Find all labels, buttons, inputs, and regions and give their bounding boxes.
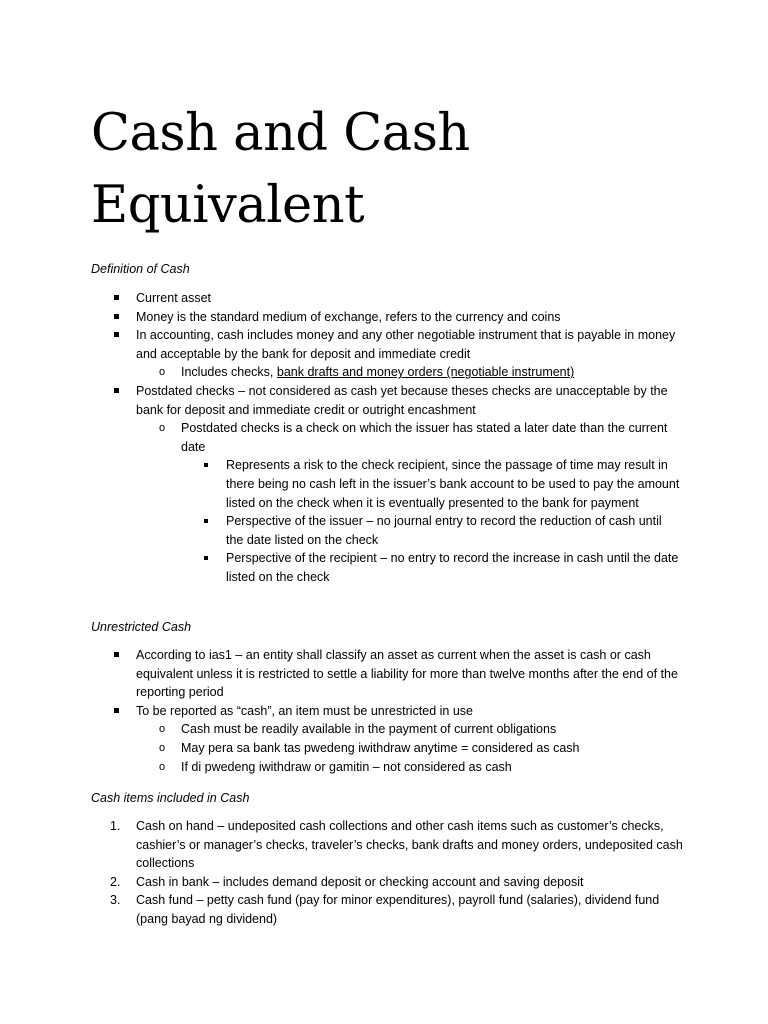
square-bullet-icon xyxy=(204,519,208,523)
underlined-phrase: bank drafts and money orders (negotiable instrument) xyxy=(276,365,575,380)
circle-bullet-icon: o xyxy=(159,422,166,435)
unrestricted-list xyxy=(136,646,684,776)
circle-bullet-icon: o xyxy=(159,366,166,379)
sub-list xyxy=(159,363,681,382)
section-heading-cash-items: Cash items included in Cash xyxy=(91,791,250,805)
list-item: In accounting, cash includes money and any other negotiable instrument that is payable in money and acceptable by the bank for deposit and immediate credit o Includes checks, bank drafts and money orders (negotiable instrument) xyxy=(136,326,684,382)
sub-sub-list-item: Represents a risk to the check recipient, since the passage of time may result in there being no cash left in the issuer’s bank account to be used to pay the amount listed on the check when it is eventually presented to the bank for payment xyxy=(226,456,681,512)
section-heading-definition: Definition of Cash xyxy=(91,262,190,276)
square-bullet-icon xyxy=(114,708,119,713)
square-bullet-icon xyxy=(114,332,119,337)
document-title xyxy=(91,98,711,242)
sub-list-item: o May pera sa bank tas pwedeng iwithdraw anytime = considered as cash xyxy=(159,740,580,755)
square-bullet-icon xyxy=(204,556,208,560)
item-number: 1. xyxy=(110,819,121,833)
sub-sub-list-item: Perspective of the issuer – no journal entry to record the reduction of cash until the date listed on the check xyxy=(226,512,681,549)
title-line-1: Cash and Cash xyxy=(91,104,470,163)
title-line-2: Equivalent xyxy=(91,176,365,235)
circle-bullet-icon: o xyxy=(159,723,166,736)
square-bullet-icon xyxy=(114,314,119,319)
list-item: According to ias1 – an entity shall classify an asset as current when the asset is cash or cash equivalent unless it is restricted to settle a liability for more than twelve months after the end of the reporting period xyxy=(136,646,684,702)
item-number: 3. xyxy=(110,893,121,908)
square-bullet-icon xyxy=(114,652,119,657)
list-item: Money is the standard medium of exchange, refers to the currency and coins xyxy=(136,308,684,327)
circle-bullet-icon: o xyxy=(159,741,166,754)
sub-list xyxy=(159,419,681,586)
square-bullet-icon xyxy=(114,295,119,300)
numbered-item: 1. Cash on hand – undeposited cash collections and other cash items such as customer’s checks, cashier’s or manager’s checks, traveler’s checks, bank drafts and money orders, undeposited cash collections xyxy=(110,819,683,871)
sub-sub-list-item: Perspective of the recipient – no entry to record the increase in cash until the date listed on the check xyxy=(226,549,681,586)
definition-list xyxy=(136,289,684,587)
cash-items-list xyxy=(110,817,684,929)
item-number: 2. xyxy=(110,874,121,889)
list-item: Current asset xyxy=(136,289,684,308)
square-bullet-icon xyxy=(204,463,208,467)
sub-sub-list xyxy=(226,456,681,586)
section-heading-unrestricted: Unrestricted Cash xyxy=(91,620,192,634)
sub-list-item: o Cash must be readily available in the payment of current obligations xyxy=(159,722,557,737)
sub-list-item: o Includes checks, bank drafts and money orders (negotiable instrument) xyxy=(159,365,575,380)
circle-bullet-icon: o xyxy=(159,760,166,773)
square-bullet-icon xyxy=(114,388,119,393)
sub-list-item: o If di pwedeng iwithdraw or gamitin – not considered as cash xyxy=(159,759,512,774)
sub-list xyxy=(159,720,681,776)
sub-list-item: o Postdated checks is a check on which the issuer has stated a later date than the current date Represents a risk to the check recipient, since the passage of time may result in there being no cash left in the issuer’s bank account to be used to pay the amount listed on the check when it is eventually presented to the bank for payment Perspective of the issuer – no journal entry to record the reduction of cash until the date listed on the check Perspective of the recipient – no entry to record the increase in cash until the date listed on the check xyxy=(181,419,681,586)
list-item: To be reported as “cash”, an item must be unrestricted in use o Cash must be readily available in the payment of current obligations o May pera sa bank tas pwedeng iwithdraw anytime = considered as cash o If di pwedeng iwithdraw or gamitin – not considered as cash xyxy=(136,702,684,776)
numbered-item: 2. Cash in bank – includes demand deposit or checking account and saving deposit xyxy=(136,873,684,892)
list-item: Postdated checks – not considered as cash yet because theses checks are unacceptable by the bank for deposit and immediate credit or outright encashment o Postdated checks is a check on which the issuer has stated a later date than the current date Represents a risk to the check recipient, since the passage of time may result in there being no cash left in the issuer’s bank account to be used to pay the amount listed on the check when it is eventually presented to the bank for payment Perspective of the issuer – no journal entry to record the reduction of cash until the date listed on the check Perspective of the recipient – no entry to record the increase in cash until the date listed on the check xyxy=(136,382,684,587)
numbered-item: 3. Cash fund – petty cash fund (pay for minor expenditures), payroll fund (salaries), dividend fund (pang bayad ng dividend) xyxy=(110,893,660,926)
